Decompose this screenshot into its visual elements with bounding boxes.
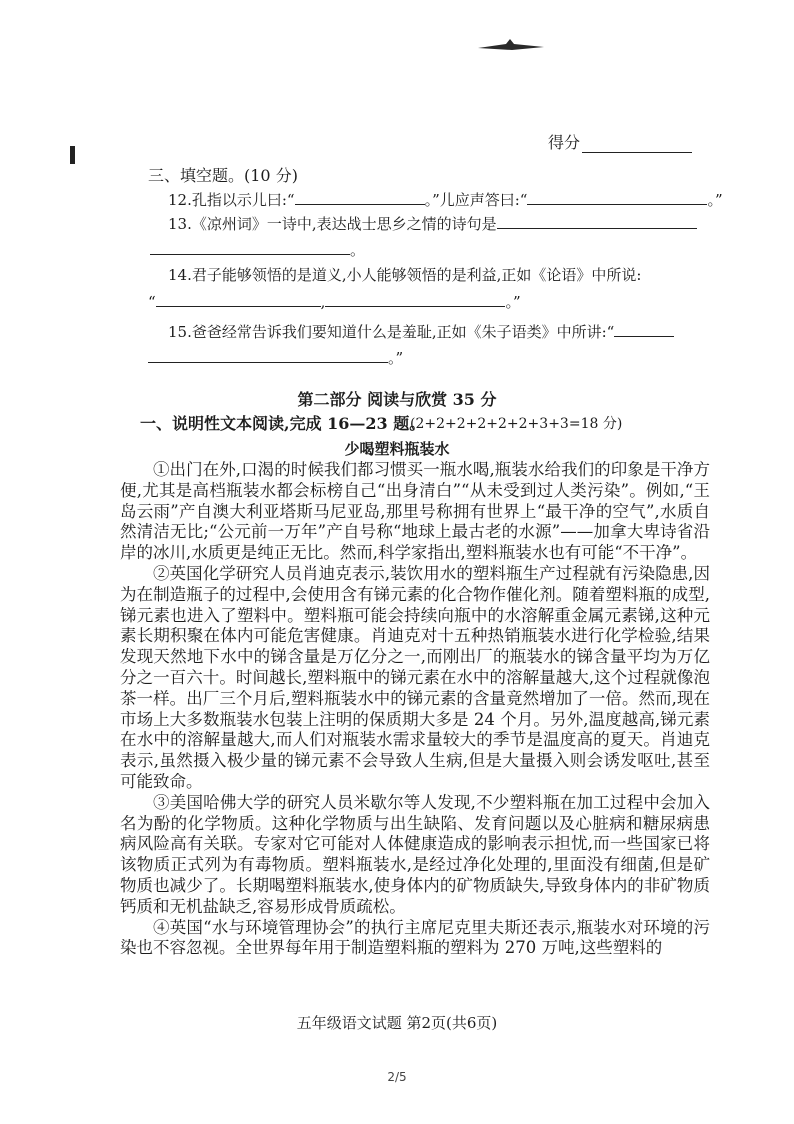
paragraph-4: ④英国“水与环境管理协会”的执行主席尼克里夫斯还表示,瓶装水对环境的污染也不容忽视。全世界每年用于制造塑料瓶的塑料为 270 万吨,这些塑料的 <box>120 917 710 958</box>
q14-blank-2 <box>325 292 505 307</box>
fill-section-heading: 三、填空题。(10 分) <box>148 166 298 185</box>
question-12 <box>168 190 723 210</box>
q15-text-b: 。” <box>388 349 404 367</box>
q14-text-end: 。” <box>505 293 521 311</box>
part-two-title: 第二部分 阅读与欣赏 35 分 <box>297 390 497 409</box>
q15-blank-2 <box>148 348 388 363</box>
reading-section-heading: 一、说明性文本阅读,完成 16—23 题。 <box>140 414 426 433</box>
question-14: 14.君子能够领悟的是道义,小人能够领悟的是利益,正如《论语》中所说: <box>168 266 642 284</box>
scan-edge-mark <box>70 146 75 164</box>
score-box <box>548 130 692 153</box>
q15-blank-1 <box>614 322 674 337</box>
pdf-page-indicator: 2/5 <box>387 1070 407 1084</box>
q13-blank-2 <box>150 240 350 255</box>
q12-text-a: 12.孔指以示儿曰:“ <box>168 191 295 209</box>
score-blank <box>582 152 692 153</box>
article-body <box>120 460 710 959</box>
question-14-cont <box>148 292 521 312</box>
paragraph-1: ①出门在外,口渴的时候我们都习惯买一瓶水喝,瓶装水给我们的印象是干净方便,尤其是高档瓶装水都会标榜自己“出身清白”“从未受到过人类污染”。例如,“王岛云雨”产自澳大利亚塔斯马尼亚岛,那里号称拥有世界上“最干净的空气”,水质自然清洁无比;“公元前一万年”产自号称“地球上最古老的水源”——加拿大卑诗省沿岸的冰川,水质更是纯正无比。然而,科学家指出,塑料瓶装水也有可能“不干净”。 <box>120 460 710 563</box>
page-footer: 五年级语文试题 第2页(共6页) <box>296 1014 498 1032</box>
q15-text-a: 15.爸爸经常告诉我们要知道什么是羞耻,正如《朱子语类》中所讲:“ <box>168 323 615 341</box>
reading-section-score: (2+2+2+2+2+2+3+3=18 分) <box>410 416 623 432</box>
question-15-cont <box>148 348 403 368</box>
q13-text-a: 13.《凉州词》一诗中,表达战士思乡之情的诗句是 <box>168 215 497 233</box>
question-13 <box>168 214 697 234</box>
q14-text-mid: , <box>320 293 326 311</box>
scan-artifact-mark <box>476 38 546 52</box>
question-13-cont <box>150 240 365 260</box>
q14-text-open: “ <box>148 293 156 311</box>
q12-blank-2 <box>527 190 707 205</box>
paragraph-3: ③美国哈佛大学的研究人员米歇尔等人发现,不少塑料瓶在加工过程中会加入名为酚的化学物质。这种化学物质与出生缺陷、发育问题以及心脏病和糖尿病患病风险高有关联。专家对它可能对人体健康造成的影响表示担忧,而一些国家已将该物质正式列为有毒物质。塑料瓶装水,是经过净化处理的,里面没有细菌,但是矿物质也减少了。长期喝塑料瓶装水,使身体内的矿物质缺失,导致身体内的非矿物质钙质和无机盐缺乏,容易形成骨质疏松。 <box>120 792 710 916</box>
score-label: 得分 <box>548 133 581 152</box>
q12-text-b: 。”儿应声答曰:“ <box>424 191 528 209</box>
q14-blank-1 <box>156 292 321 307</box>
q13-blank-1 <box>497 214 697 229</box>
paragraph-2: ②英国化学研究人员肖迪克表示,装饮用水的塑料瓶生产过程就有污染隐患,因为在制造瓶子的过程中,会使用含有锑元素的化合物作催化剂。随着塑料瓶的成型,锑元素也进入了塑料中。塑料瓶可能会持续向瓶中的水溶解重金属元素锑,这种元素长期积聚在体内可能危害健康。肖迪克对十五种热销瓶装水进行化学检验,结果发现天然地下水中的锑含量是万亿分之一,而刚出厂的瓶装水的锑含量平均为万亿分之一百六十。时间越长,塑料瓶中的锑元素在水中的溶解量越大,这个过程就像泡茶一样。出厂三个月后,塑料瓶装水中的锑元素的含量竟然增加了一倍。然而,现在市场上大多数瓶装水包装上注明的保质期大多是 24 个月。另外,温度越高,锑元素在水中的溶解量越大,而人们对瓶装水需求量较大的季节是温度高的夏天。肖迪克表示,虽然摄入极少量的锑元素不会导致人生病,但是大量摄入则会诱发呕吐,甚至可能致命。 <box>120 563 710 791</box>
q13-text-b: 。 <box>350 241 366 259</box>
q12-blank-1 <box>295 190 425 205</box>
q12-text-c: 。” <box>707 191 723 209</box>
article-title: 少喝塑料瓶装水 <box>344 440 450 458</box>
question-15 <box>168 322 674 342</box>
